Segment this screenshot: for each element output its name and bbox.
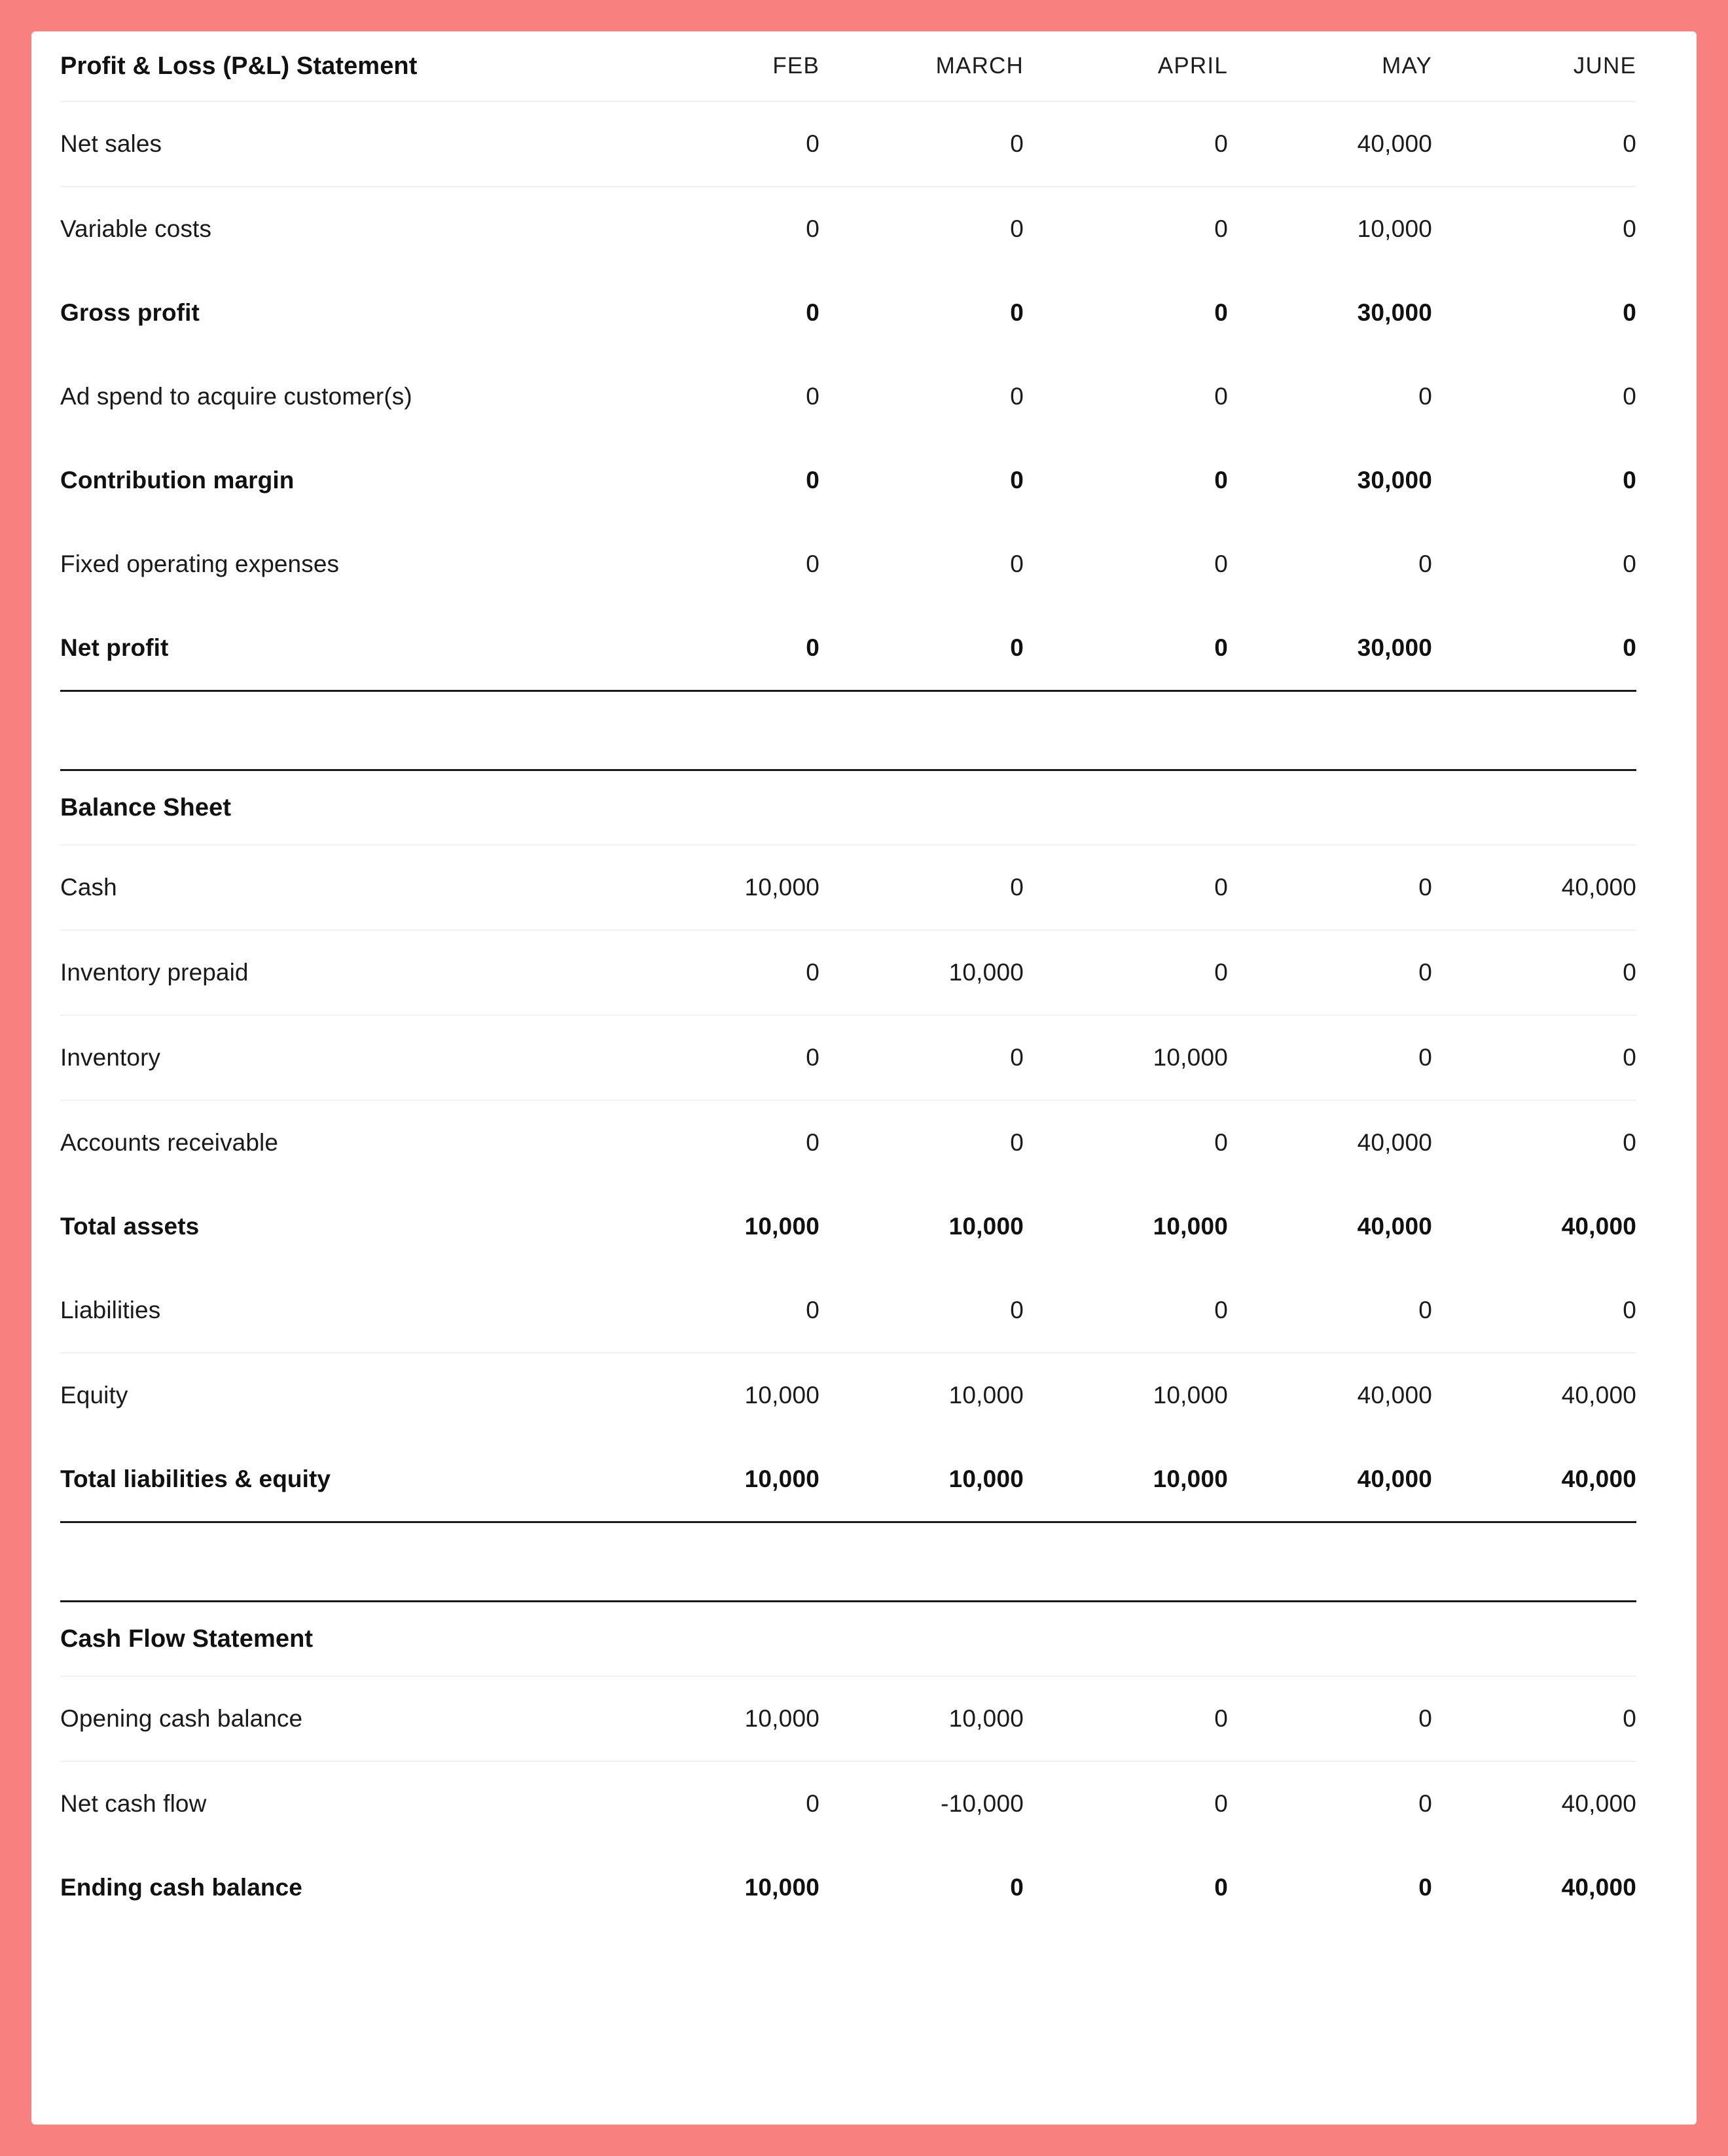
row-value-april: 0 bbox=[1024, 1676, 1228, 1761]
row-value-april: 10,000 bbox=[1153, 1465, 1228, 1492]
section-title-blank bbox=[615, 1602, 819, 1677]
row-value-may: 40,000 bbox=[1228, 1353, 1432, 1437]
section-title-row bbox=[60, 1602, 1636, 1677]
row-value-feb: 0 bbox=[615, 1015, 819, 1100]
row-value-march: 0 bbox=[1010, 634, 1024, 661]
column-header-may: MAY bbox=[1382, 53, 1432, 79]
column-header-june: JUNE bbox=[1573, 53, 1636, 79]
table-row bbox=[60, 1846, 1636, 1930]
financial-statements-table bbox=[60, 31, 1636, 1930]
section-title: Balance Sheet bbox=[60, 793, 232, 821]
row-label: Ad spend to acquire customer(s) bbox=[60, 383, 412, 410]
row-value-may: 10,000 bbox=[1228, 187, 1432, 271]
table-row bbox=[60, 1353, 1636, 1437]
row-value-may: 30,000 bbox=[1357, 467, 1432, 494]
row-value-feb: 10,000 bbox=[615, 1353, 819, 1437]
row-value-june: 0 bbox=[1623, 550, 1636, 577]
table-row bbox=[60, 1015, 1636, 1100]
row-value-april: 0 bbox=[1024, 845, 1228, 930]
row-value-feb: 10,000 bbox=[744, 1465, 819, 1492]
table-row bbox=[60, 355, 1636, 439]
section-title-blank bbox=[1228, 1602, 1432, 1677]
section-spacer-row bbox=[60, 691, 1636, 770]
table-row bbox=[60, 1437, 1636, 1522]
row-label: Accounts receivable bbox=[60, 1100, 615, 1185]
row-value-march: 0 bbox=[1010, 1297, 1024, 1323]
row-value-may: 40,000 bbox=[1357, 1465, 1432, 1492]
row-value-feb: 0 bbox=[615, 1100, 819, 1185]
row-value-feb: 0 bbox=[615, 187, 819, 271]
row-label: Variable costs bbox=[60, 187, 615, 271]
row-value-april: 0 bbox=[1024, 101, 1228, 187]
spacer-cell bbox=[60, 1522, 615, 1602]
row-value-april: 0 bbox=[1214, 299, 1228, 326]
row-value-march: 0 bbox=[1010, 467, 1024, 494]
table-row bbox=[60, 271, 1636, 355]
table-row bbox=[60, 845, 1636, 930]
spacer-cell bbox=[1024, 691, 1228, 770]
financial-statements-sheet bbox=[60, 31, 1636, 1930]
spacer-cell bbox=[615, 1522, 819, 1602]
row-value-may: 0 bbox=[1228, 1761, 1432, 1846]
row-value-june: 0 bbox=[1432, 101, 1636, 187]
table-row bbox=[60, 187, 1636, 271]
section-title-blank bbox=[1228, 770, 1432, 846]
row-value-may: 30,000 bbox=[1357, 634, 1432, 661]
column-header-march: MARCH bbox=[935, 53, 1024, 79]
row-value-june: 0 bbox=[1432, 930, 1636, 1015]
row-value-june: 40,000 bbox=[1561, 1465, 1636, 1492]
spacer-cell bbox=[1432, 1522, 1636, 1602]
row-value-june: 40,000 bbox=[1432, 1353, 1636, 1437]
row-value-march: 0 bbox=[819, 101, 1024, 187]
row-label: Fixed operating expenses bbox=[60, 550, 340, 577]
row-value-feb: 0 bbox=[615, 1761, 819, 1846]
statement-title: Profit & Loss (P&L) Statement bbox=[60, 52, 418, 80]
section-title-blank bbox=[1024, 770, 1228, 846]
section-title-row bbox=[60, 770, 1636, 846]
row-value-march: 0 bbox=[1010, 1874, 1024, 1901]
row-value-june: 0 bbox=[1623, 1297, 1636, 1323]
row-value-march: 10,000 bbox=[948, 1213, 1024, 1240]
row-value-may: 40,000 bbox=[1357, 1213, 1432, 1240]
row-value-april: 0 bbox=[1024, 187, 1228, 271]
row-value-june: 0 bbox=[1432, 1676, 1636, 1761]
row-value-feb: 0 bbox=[806, 299, 819, 326]
table-row bbox=[60, 1268, 1636, 1353]
row-value-march: -10,000 bbox=[819, 1761, 1024, 1846]
row-label: Total liabilities & equity bbox=[60, 1465, 331, 1492]
row-value-june: 40,000 bbox=[1432, 845, 1636, 930]
table-row bbox=[60, 1761, 1636, 1846]
table-header-row bbox=[60, 31, 1636, 101]
row-value-may: 0 bbox=[1228, 845, 1432, 930]
table-row bbox=[60, 1185, 1636, 1268]
table-row bbox=[60, 101, 1636, 187]
row-value-april: 0 bbox=[1024, 930, 1228, 1015]
spacer-cell bbox=[1432, 691, 1636, 770]
row-value-feb: 10,000 bbox=[615, 845, 819, 930]
row-value-may: 0 bbox=[1418, 1874, 1432, 1901]
row-value-june: 0 bbox=[1623, 383, 1636, 410]
row-label: Net profit bbox=[60, 634, 169, 661]
table-row bbox=[60, 522, 1636, 606]
row-value-march: 0 bbox=[1010, 383, 1024, 410]
row-value-june: 0 bbox=[1623, 299, 1636, 326]
row-value-feb: 0 bbox=[615, 930, 819, 1015]
row-value-may: 40,000 bbox=[1228, 1100, 1432, 1185]
row-value-april: 0 bbox=[1214, 467, 1228, 494]
row-label: Total assets bbox=[60, 1213, 200, 1240]
section-title-blank bbox=[615, 770, 819, 846]
row-label: Gross profit bbox=[60, 299, 200, 326]
row-label: Cash bbox=[60, 845, 615, 930]
row-value-march: 0 bbox=[819, 1015, 1024, 1100]
spacer-cell bbox=[1228, 1522, 1432, 1602]
section-title-blank bbox=[1432, 1602, 1636, 1677]
row-value-april: 10,000 bbox=[1153, 1213, 1228, 1240]
section-title-blank bbox=[819, 1602, 1024, 1677]
row-value-march: 0 bbox=[1010, 550, 1024, 577]
column-header-feb: FEB bbox=[772, 53, 819, 79]
section-title-blank bbox=[1432, 770, 1636, 846]
row-label: Net sales bbox=[60, 101, 615, 187]
row-value-april: 0 bbox=[1024, 1100, 1228, 1185]
row-value-june: 0 bbox=[1432, 1015, 1636, 1100]
statement-card bbox=[31, 31, 1697, 2125]
row-label: Contribution margin bbox=[60, 467, 295, 494]
row-value-april: 10,000 bbox=[1024, 1015, 1228, 1100]
row-value-feb: 0 bbox=[806, 1297, 819, 1323]
spacer-cell bbox=[60, 691, 615, 770]
row-value-may: 0 bbox=[1418, 550, 1432, 577]
row-value-june: 0 bbox=[1432, 1100, 1636, 1185]
row-value-june: 40,000 bbox=[1561, 1213, 1636, 1240]
row-label: Liabilities bbox=[60, 1297, 161, 1323]
row-value-feb: 10,000 bbox=[744, 1874, 819, 1901]
table-row bbox=[60, 1676, 1636, 1761]
row-value-may: 0 bbox=[1228, 1015, 1432, 1100]
row-value-may: 30,000 bbox=[1357, 299, 1432, 326]
section-title: Cash Flow Statement bbox=[60, 1625, 314, 1653]
spacer-cell bbox=[819, 1522, 1024, 1602]
row-label: Inventory prepaid bbox=[60, 930, 615, 1015]
row-value-april: 0 bbox=[1214, 1297, 1228, 1323]
spacer-cell bbox=[1024, 1522, 1228, 1602]
spacer-cell bbox=[615, 691, 819, 770]
row-value-april: 0 bbox=[1214, 550, 1228, 577]
column-header-april: APRIL bbox=[1157, 53, 1228, 79]
row-value-feb: 0 bbox=[806, 467, 819, 494]
table-row bbox=[60, 930, 1636, 1015]
row-label: Inventory bbox=[60, 1015, 615, 1100]
row-value-feb: 0 bbox=[806, 634, 819, 661]
row-value-april: 0 bbox=[1214, 634, 1228, 661]
row-value-may: 0 bbox=[1418, 1297, 1432, 1323]
row-value-may: 0 bbox=[1418, 383, 1432, 410]
row-value-april: 0 bbox=[1214, 1874, 1228, 1901]
row-value-march: 0 bbox=[819, 1100, 1024, 1185]
table-row bbox=[60, 1100, 1636, 1185]
row-value-march: 0 bbox=[1010, 299, 1024, 326]
section-spacer-row bbox=[60, 1522, 1636, 1602]
row-value-march: 10,000 bbox=[819, 1676, 1024, 1761]
row-value-april: 10,000 bbox=[1024, 1353, 1228, 1437]
row-value-march: 10,000 bbox=[948, 1465, 1024, 1492]
row-value-feb: 0 bbox=[806, 550, 819, 577]
row-value-april: 0 bbox=[1214, 383, 1228, 410]
row-value-march: 0 bbox=[819, 187, 1024, 271]
row-value-feb: 10,000 bbox=[615, 1676, 819, 1761]
row-value-may: 0 bbox=[1228, 930, 1432, 1015]
row-value-june: 40,000 bbox=[1561, 1874, 1636, 1901]
row-value-march: 10,000 bbox=[819, 1353, 1024, 1437]
row-value-feb: 0 bbox=[806, 383, 819, 410]
row-value-march: 10,000 bbox=[819, 930, 1024, 1015]
row-value-april: 0 bbox=[1024, 1761, 1228, 1846]
row-label: Opening cash balance bbox=[60, 1676, 615, 1761]
row-value-may: 0 bbox=[1228, 1676, 1432, 1761]
table-row bbox=[60, 606, 1636, 691]
row-label: Net cash flow bbox=[60, 1761, 615, 1846]
row-value-june: 40,000 bbox=[1432, 1761, 1636, 1846]
section-title-blank bbox=[819, 770, 1024, 846]
row-value-feb: 10,000 bbox=[744, 1213, 819, 1240]
row-value-march: 0 bbox=[819, 845, 1024, 930]
row-value-june: 0 bbox=[1623, 634, 1636, 661]
spacer-cell bbox=[1228, 691, 1432, 770]
row-value-june: 0 bbox=[1432, 187, 1636, 271]
table-row bbox=[60, 439, 1636, 522]
row-value-june: 0 bbox=[1623, 467, 1636, 494]
spacer-cell bbox=[819, 691, 1024, 770]
row-value-may: 40,000 bbox=[1228, 101, 1432, 187]
row-label: Equity bbox=[60, 1353, 615, 1437]
row-label: Ending cash balance bbox=[60, 1874, 302, 1901]
section-title-blank bbox=[1024, 1602, 1228, 1677]
row-value-feb: 0 bbox=[615, 101, 819, 187]
